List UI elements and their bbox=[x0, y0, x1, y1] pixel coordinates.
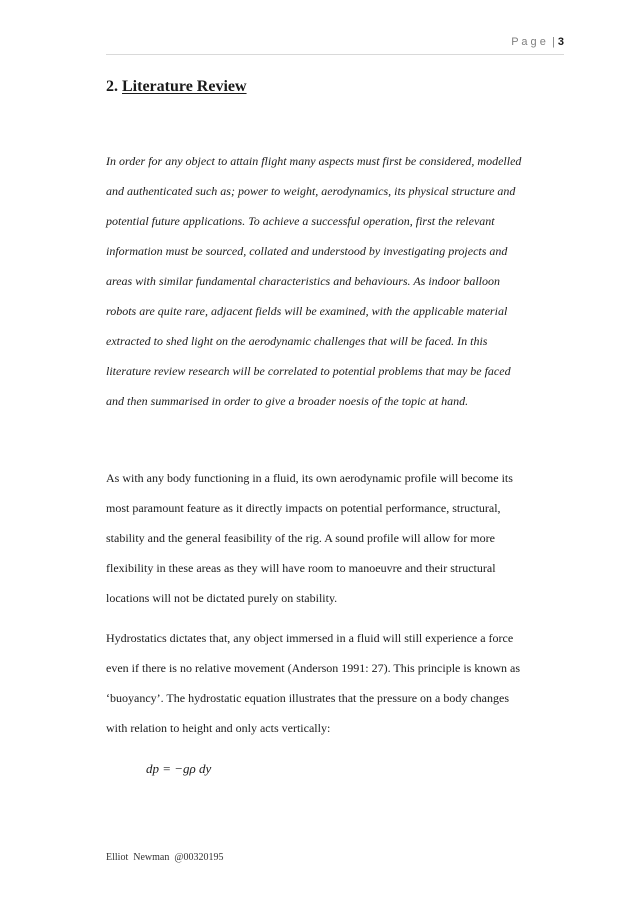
paragraph-line: Hydrostatics dictates that, any object immersed in a fluid will still experience a force bbox=[106, 631, 514, 645]
paragraph-line: most paramount feature as it directly impacts on potential performance, structural, bbox=[106, 501, 501, 515]
paragraph-line: potential future applications. To achieve a successful operation, first the relevant bbox=[106, 214, 495, 228]
section-number: 2. bbox=[106, 78, 118, 95]
paragraph-line: flexibility in these areas as they will have room to manoeuvre and their structural bbox=[106, 561, 496, 575]
page-number-label bbox=[511, 36, 564, 48]
section-title: Literature Review bbox=[122, 78, 247, 95]
paragraph-line: areas with similar fundamental characteristics and behaviours. As indoor balloon bbox=[106, 274, 500, 288]
paragraph-line: As with any body functioning in a fluid, its own aerodynamic profile will become its bbox=[106, 471, 513, 485]
paragraph-line: In order for any object to attain flight many aspects must first be considered, modelled bbox=[106, 154, 522, 168]
page-footer: Elliot Newman @00320195 bbox=[106, 852, 224, 863]
paragraph-line: robots are quite rare, adjacent fields will be examined, with the applicable material bbox=[106, 304, 508, 318]
paragraph-line: with relation to height and only acts vertically: bbox=[106, 721, 331, 735]
hydrostatic-equation: dp = −gρ dy bbox=[146, 761, 212, 776]
page-number: 3 bbox=[557, 36, 564, 48]
paragraph-line: literature review research will be correlated to potential problems that may be faced bbox=[106, 364, 511, 378]
paragraph-line: ‘buoyancy’. The hydrostatic equation illustrates that the pressure on a body changes bbox=[106, 691, 509, 705]
paragraph-line: stability and the general feasibility of the rig. A sound profile will allow for more bbox=[106, 531, 495, 545]
paragraph-line: locations will not be dictated purely on stability. bbox=[106, 591, 338, 605]
paragraph-hydrostatics bbox=[106, 630, 564, 750]
paragraph-aerodynamic-profile bbox=[106, 470, 564, 620]
page-label-text: P a g e | bbox=[511, 36, 558, 48]
paragraph-intro bbox=[106, 153, 564, 423]
paragraph-line: and then summarised in order to give a broader noesis of the topic at hand. bbox=[106, 394, 469, 408]
section-heading bbox=[106, 78, 247, 96]
paragraph-line: and authenticated such as; power to weight, aerodynamics, its physical structure and bbox=[106, 184, 516, 198]
paragraph-line: information must be sourced, collated and understood by investigating projects and bbox=[106, 244, 508, 258]
paragraph-line: extracted to shed light on the aerodynamic challenges that will be faced. In this bbox=[106, 334, 488, 348]
paragraph-line: even if there is no relative movement (Anderson 1991: 27). This principle is known as bbox=[106, 661, 521, 675]
page-header bbox=[106, 34, 564, 55]
